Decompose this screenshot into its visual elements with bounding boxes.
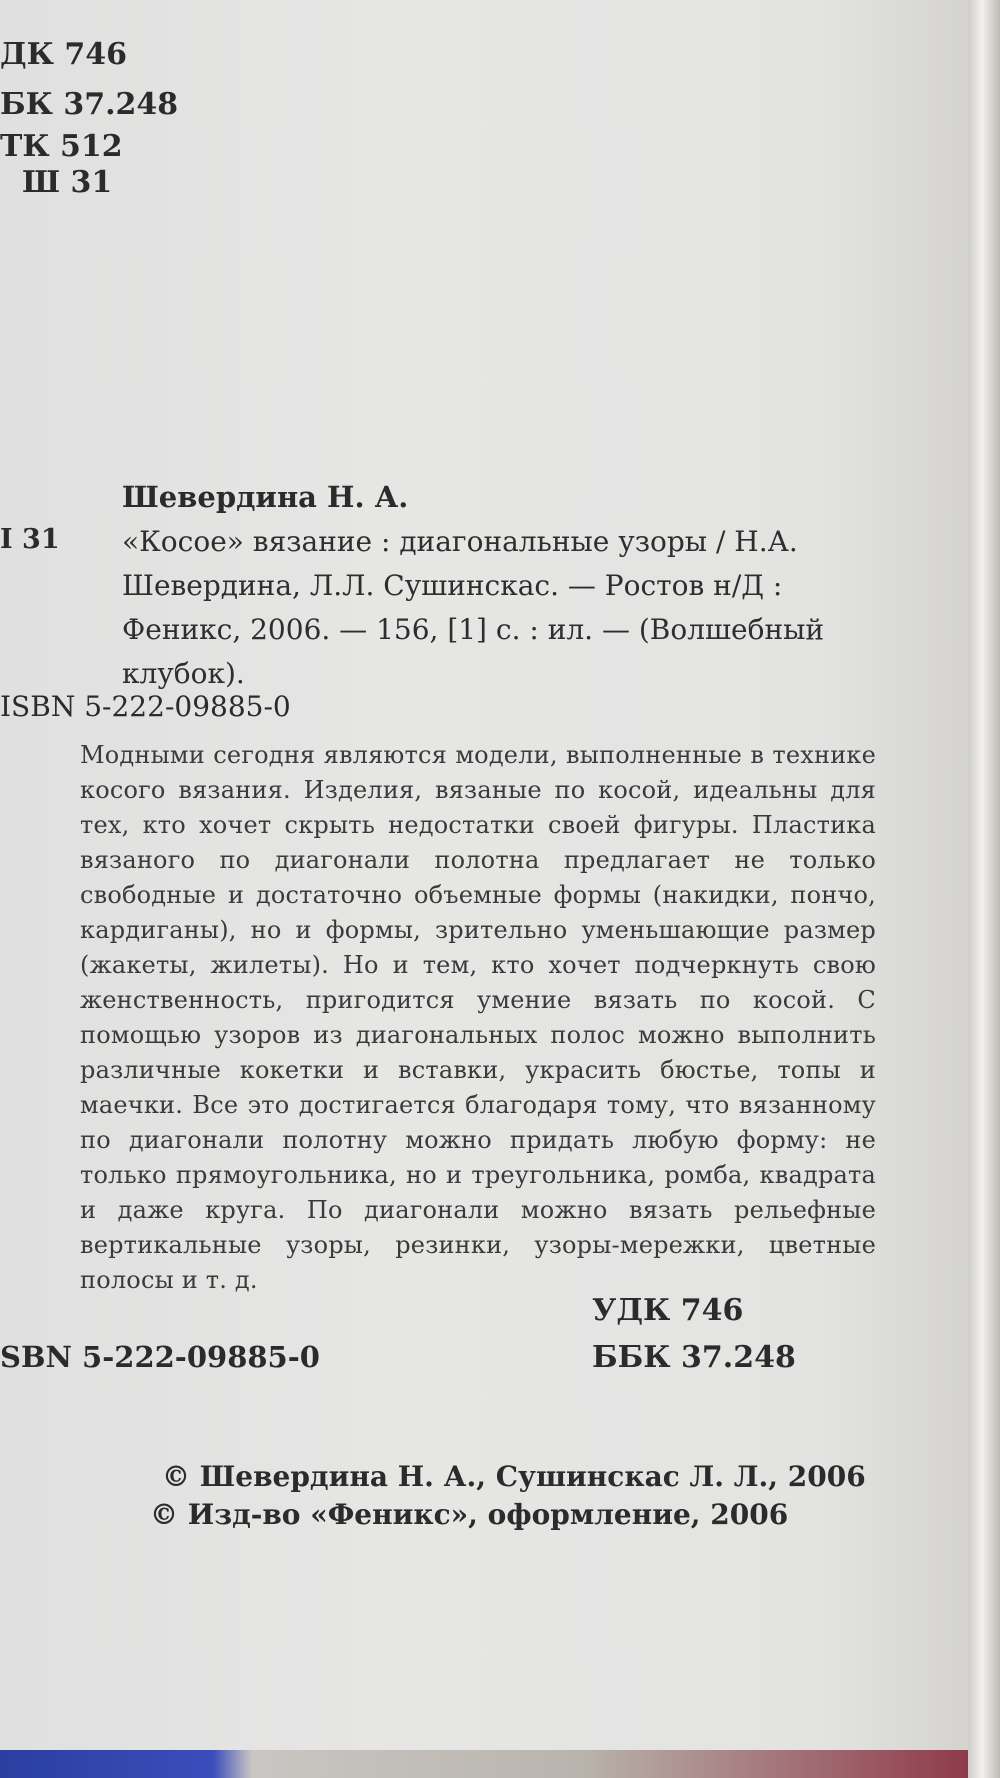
- author-mark-side: I 31: [0, 524, 60, 555]
- isbn-entry: ISBN 5-222-09885-0: [0, 690, 291, 723]
- bbk-code-bottom: ББК 37.248: [592, 1340, 796, 1375]
- page-edge: [968, 0, 1000, 1778]
- udk-code-bottom: УДК 746: [592, 1293, 744, 1328]
- copyright-authors: © Шевердина Н. А., Сушинскас Л. Л., 2006: [162, 1460, 866, 1493]
- author-heading: Шевердина Н. А.: [122, 480, 409, 514]
- bibliographic-description: «Косое» вязание : диагональные узоры / Н.А. Шевердина, Л.Л. Сушинскас. — Ростов н/Д : Феникс, 2006. — 156, [1] с. : ил. — (Волшебный клубок).: [122, 525, 825, 690]
- bbk-code-top: БК 37.248: [0, 87, 179, 122]
- isbn-bottom: SBN 5-222-09885-0: [0, 1340, 320, 1374]
- background-surface: [0, 1750, 968, 1778]
- annotation-text: Модными сегодня являются модели, выполненные в технике косого вязания. Изделия, вязаные по косой, идеальны для тех, кто хочет скрыть недостатки своей фигуры. Пластика вязаного по диагонали полотна предлагает не только свободные и достаточно объемные формы (накидки, пончо, кардиганы), но и формы, зрительно уменьшающие размер (жакеты, жилеты). Но и тем, кто хочет подчеркнуть свою женственность, пригодится умение вязать по косой. С помощью узоров из диагональных полос можно выполнить различные кокетки и вставки, украсить бюстье, топы и маечки. Все это достигается благодаря тому, что вязанному по диагонали полотну можно придать любую форму: не только прямоугольника, но и треугольника, ромба, квадрата и даже круга. По диагонали можно вязать рельефные вертикальные узоры, резинки, узоры-мережки, цветные полосы и т. д.: [80, 741, 876, 1294]
- author-mark-top: Ш 31: [22, 165, 113, 200]
- copyright-publisher: © Изд-во «Феникс», оформление, 2006: [150, 1498, 789, 1531]
- tk-code-top: ТК 512: [0, 129, 123, 164]
- udk-code-top: ДК 746: [0, 37, 128, 72]
